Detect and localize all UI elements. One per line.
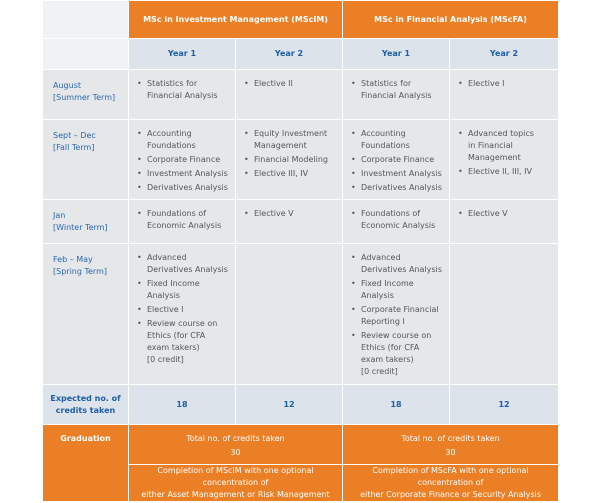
course-item: • Fixed Income Analysis [351,278,445,302]
term-label [43,244,129,385]
course-cell [129,244,236,385]
course-cell [343,120,450,200]
course-cell [343,70,450,120]
course-item: • Elective I [458,78,554,90]
course-item: • Review course on Ethics (for CFA exam takers) [0 credit] [351,330,445,378]
msim-completion-note: Completion of MScIM with one optional concentration of either Asset Management or Risk Management [129,465,343,502]
term-row-winter [43,200,559,244]
course-item: • Review course on Ethics (for CFA exam takers) [0 credit] [137,318,231,366]
course-cell [343,200,450,244]
course-item: • Advanced Derivatives Analysis [351,252,445,276]
course-cell [129,70,236,120]
course-cell [236,200,343,244]
credits-msfa-year1: 18 [343,385,450,425]
course-cell [450,120,559,200]
course-item: • Derivatives Analysis [351,182,445,194]
term-sub: [Spring Term] [53,267,107,276]
credits-msim-year1: 18 [129,385,236,425]
credits-row [43,385,559,425]
msim-year1-header: Year 1 [129,39,236,70]
year-corner-cell [43,39,129,70]
course-cell [450,200,559,244]
course-item: • Fixed Income Analysis [137,278,231,302]
course-item: • Foundations of Economic Analysis [137,208,231,232]
course-cell [129,120,236,200]
course-cell [450,70,559,120]
credits-label: Expected no. of credits taken [43,385,129,425]
msim-total-credits: Total no. of credits taken 30 [129,425,343,465]
msim-header: MSc in Investment Management (MScIM) [129,1,343,39]
term-label [43,200,129,244]
term-label [43,120,129,200]
term-row-spring [43,244,559,385]
graduation-row [43,425,559,465]
term-sub: [Summer Term] [53,93,116,102]
term-sub: [Winter Term] [53,223,108,232]
course-item: • Corporate Finance [351,154,445,166]
msfa-header: MSc in Financial Analysis (MScFA) [343,1,559,39]
course-item: • Investment Analysis [137,168,231,180]
course-item: • Accounting Foundations [137,128,231,152]
course-item: • Foundations of Economic Analysis [351,208,445,232]
term-label [43,70,129,120]
msfa-completion-note: Completion of MScFA with one optional concentration of either Corporate Finance or Security Analysis [343,465,559,502]
term-row-august [43,70,559,120]
course-item: • Elective I [137,304,231,316]
course-cell [129,200,236,244]
term-name: Jan [53,211,66,220]
curriculum-table [42,0,559,502]
msfa-year1-header: Year 1 [343,39,450,70]
course-item: • Elective II, III, IV [458,166,554,178]
corner-cell [43,1,129,39]
term-row-fall [43,120,559,200]
course-item: • Investment Analysis [351,168,445,180]
msfa-total-credits: Total no. of credits taken 30 [343,425,559,465]
term-name: Feb – May [53,255,93,264]
credits-msim-year2: 12 [236,385,343,425]
course-item: • Elective III, IV [244,168,338,180]
course-cell [236,120,343,200]
credits-msfa-year2: 12 [450,385,559,425]
course-item: • Corporate Financial Reporting I [351,304,445,328]
course-item: • Corporate Finance [137,154,231,166]
graduation-label: Graduation [43,425,129,502]
course-item: • Accounting Foundations [351,128,445,152]
course-item: • Advanced Derivatives Analysis [137,252,231,276]
course-item: • Financial Modeling [244,154,338,166]
course-item: • Equity Investment Management [244,128,338,152]
course-item: • Statistics for Financial Analysis [351,78,445,102]
term-sub: [Fall Term] [53,143,95,152]
term-name: August [53,81,81,90]
term-name: Sept – Dec [53,131,96,140]
course-cell-empty [450,244,559,385]
course-item: • Statistics for Financial Analysis [137,78,231,102]
course-item: • Elective V [244,208,338,220]
msfa-year2-header: Year 2 [450,39,559,70]
course-item: • Elective V [458,208,554,220]
course-cell-empty [236,244,343,385]
msim-year2-header: Year 2 [236,39,343,70]
course-cell [343,244,450,385]
course-item: • Derivatives Analysis [137,182,231,194]
course-item: • Advanced topics in Financial Management [458,128,554,164]
course-item: • Elective II [244,78,338,90]
course-cell [236,70,343,120]
